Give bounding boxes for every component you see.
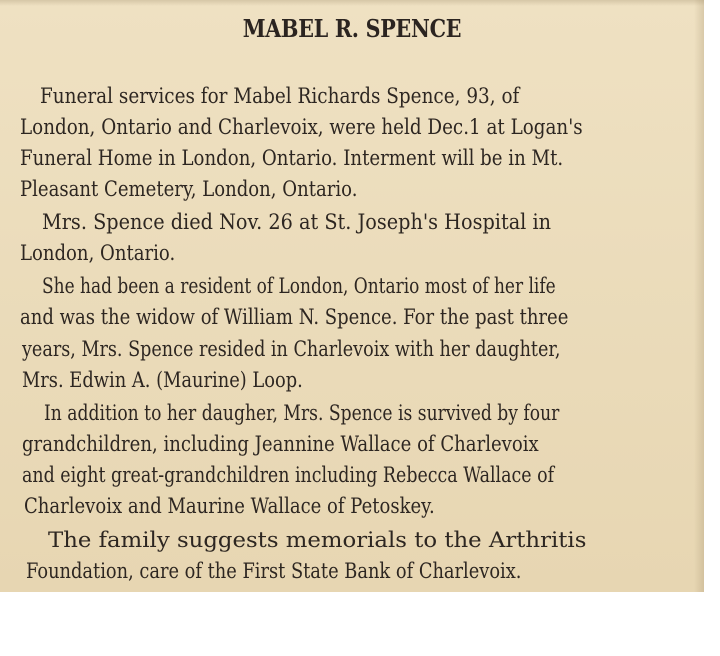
blank-background — [0, 592, 720, 656]
paragraph-4-line-3: and eight great-grandchildren including Rebecca Wallace of — [22, 463, 555, 488]
paragraph-2-line-1: Mrs. Spence died Nov. 26 at St. Joseph's Hospital in — [42, 210, 552, 235]
paragraph-3-line-3: years, Mrs. Spence resided in Charlevoix with her daughter, — [22, 337, 561, 362]
paragraph-5-line-1: The family suggests memorials to the Arthritis — [48, 528, 587, 553]
paragraph-4-line-2: grandchildren, including Jeannine Wallace of Charlevoix — [22, 432, 539, 457]
paragraph-1-line-1: Funeral services for Mabel Richards Spence, 93, of — [40, 84, 520, 109]
paragraph-5-line-2: Foundation, care of the First State Bank of Charlevoix. — [26, 559, 522, 584]
paragraph-1-line-4: Pleasant Cemetery, London, Ontario. — [20, 177, 358, 202]
paragraph-1-line-3: Funeral Home in London, Ontario. Interment will be in Mt. — [20, 146, 564, 171]
paragraph-3-line-1: She had been a resident of London, Ontario most of her life — [42, 274, 556, 299]
paragraph-3-line-2: and was the widow of William N. Spence. For the past three — [20, 305, 569, 330]
obituary-headline: MABEL R. SPENCE — [242, 14, 462, 43]
paragraph-2-line-2: London, Ontario. — [20, 241, 176, 266]
paragraph-4-line-4: Charlevoix and Maurine Wallace of Petoskey. — [24, 494, 435, 519]
paragraph-4-line-1: In addition to her daugher, Mrs. Spence is survived by four — [44, 401, 560, 426]
paragraph-3-line-4: Mrs. Edwin A. (Maurine) Loop. — [22, 368, 303, 393]
clipping-edge-shadow — [0, 0, 704, 6]
paragraph-1-line-2: London, Ontario and Charlevoix, were held Dec.1 at Logan's — [20, 115, 583, 140]
